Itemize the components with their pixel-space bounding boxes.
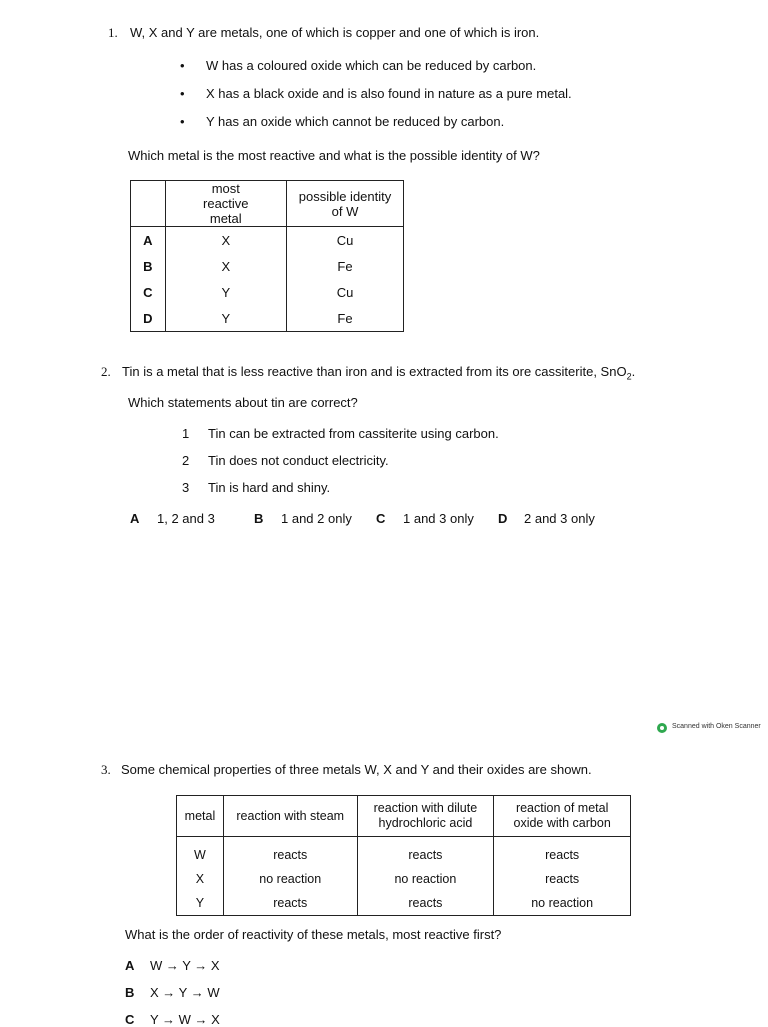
option-letter: C	[131, 279, 166, 305]
option-letter: B	[254, 511, 264, 526]
table-cell: no reaction	[357, 867, 494, 891]
option-text: 1 and 2 only	[281, 511, 352, 526]
table-cell: Fe	[287, 253, 404, 279]
table-row	[131, 227, 404, 254]
stem-end: .	[631, 364, 636, 379]
question-prompt: Which metal is the most reactive and what is the possible identity of W?	[128, 148, 540, 163]
option-text: Y → W → X	[150, 1012, 220, 1027]
question-stem: Some chemical properties of three metals W, X and Y and their oxides are shown.	[121, 762, 592, 777]
table-cell: Y	[165, 305, 286, 332]
table-header: possible identity of W	[287, 181, 404, 227]
option-letter: A	[131, 227, 166, 254]
table-cell: reacts	[223, 837, 357, 868]
table-row	[131, 253, 404, 279]
option-letter: A	[130, 511, 140, 526]
table-row	[131, 279, 404, 305]
option-text: W → Y → X	[150, 958, 220, 973]
question-prompt: What is the order of reactivity of these metals, most reactive first?	[125, 927, 502, 942]
table-cell: reacts	[494, 867, 631, 891]
table-cell: reacts	[357, 891, 494, 916]
table-cell: Cu	[287, 279, 404, 305]
statement-text: Tin can be extracted from cassiterite using carbon.	[208, 426, 499, 441]
watermark-text: Scanned with Oken Scanner	[672, 723, 761, 730]
metal-cell: Y	[177, 891, 224, 916]
option-letter: C	[125, 1012, 135, 1027]
stem-subscript: 2	[626, 371, 632, 382]
table-cell: reacts	[223, 891, 357, 916]
option-text: 2 and 3 only	[524, 511, 595, 526]
option-letter: A	[125, 958, 135, 973]
table-header: reaction with steam	[223, 796, 357, 837]
option-letter: D	[498, 511, 508, 526]
question-stem	[122, 364, 635, 382]
question-number: 2.	[101, 364, 111, 379]
bullet-text: W has a coloured oxide which can be reduced by carbon.	[206, 58, 537, 73]
table-header: reaction of metal oxide with carbon	[494, 796, 631, 837]
option-letter: B	[131, 253, 166, 279]
table-cell: no reaction	[223, 867, 357, 891]
bullet-text: X has a black oxide and is also found in nature as a pure metal.	[206, 86, 572, 101]
option-letter: C	[376, 511, 386, 526]
table-cell: Cu	[287, 227, 404, 254]
table-cell: Y	[165, 279, 286, 305]
table-cell: X	[165, 227, 286, 254]
question-number: 3.	[101, 762, 111, 777]
bullet-icon: •	[180, 114, 185, 129]
statement-text: Tin does not conduct electricity.	[208, 453, 389, 468]
scanner-logo-icon	[657, 723, 667, 733]
question-stem: W, X and Y are metals, one of which is copper and one of which is iron.	[130, 25, 540, 40]
statement-number: 1	[182, 426, 190, 441]
table-cell: no reaction	[494, 891, 631, 916]
option-text: 1 and 3 only	[403, 511, 474, 526]
table-row	[177, 891, 631, 916]
table-header: reaction with dilute hydrochloric acid	[357, 796, 494, 837]
table-header	[131, 181, 166, 227]
stem-text: Tin is a metal that is less reactive than iron and is extracted from its ore cassiterite, SnO	[122, 364, 627, 379]
metal-cell: W	[177, 837, 224, 868]
table-row	[131, 305, 404, 332]
option-letter: D	[131, 305, 166, 332]
option-text: X → Y → W	[150, 985, 220, 1000]
option-letter: B	[125, 985, 135, 1000]
table-cell: Fe	[287, 305, 404, 332]
table-cell: X	[165, 253, 286, 279]
properties-table	[176, 795, 631, 916]
bullet-icon: •	[180, 86, 185, 101]
question-number: 1.	[108, 25, 118, 40]
table-header: most reactive metal	[165, 181, 286, 227]
option-text: 1, 2 and 3	[157, 511, 215, 526]
statement-number: 2	[182, 453, 190, 468]
bullet-text: Y has an oxide which cannot be reduced by carbon.	[206, 114, 505, 129]
statement-text: Tin is hard and shiny.	[208, 480, 331, 495]
answer-table	[130, 180, 404, 332]
metal-cell: X	[177, 867, 224, 891]
table-row	[177, 867, 631, 891]
table-cell: reacts	[357, 837, 494, 868]
table-row	[177, 837, 631, 868]
question-prompt: Which statements about tin are correct?	[128, 395, 358, 410]
table-header: metal	[177, 796, 224, 837]
statement-number: 3	[182, 480, 190, 495]
bullet-icon: •	[180, 58, 185, 73]
table-cell: reacts	[494, 837, 631, 868]
